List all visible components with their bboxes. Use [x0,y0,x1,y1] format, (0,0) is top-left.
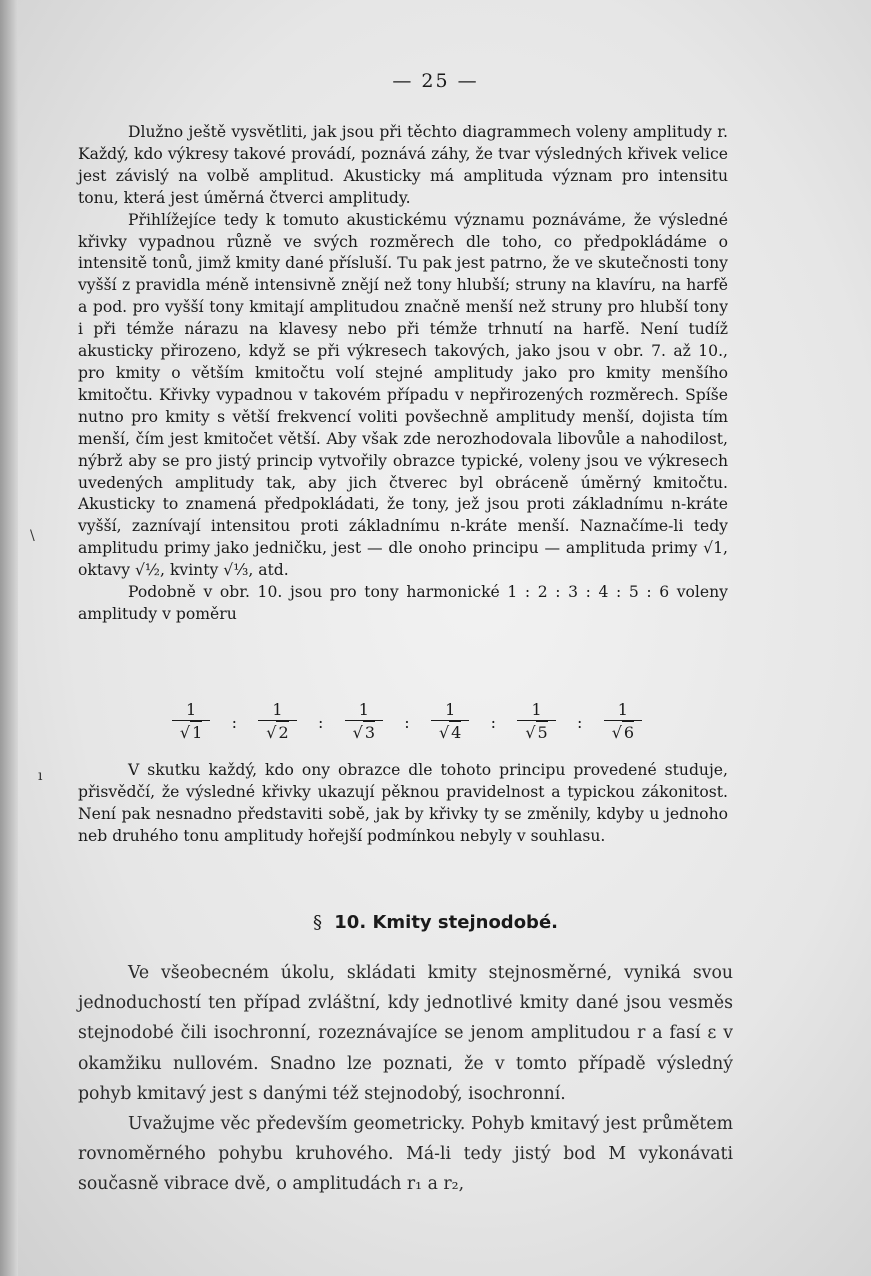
paragraph: Přihlížejíce tedy k tomuto akustickému významu poznáváme, že výsledné křivky vypadnou různě ve svých rozměrech dle toho, co předpokládáme o intensitě tonů, jimž kmity dané přísluší. Tu pak jest patrno, že ve skutečnosti tony vyšší z pravidla méně intensivně znějí než tony hlubší; struny na klavíru, na harfě a pod. pro vyšší tony kmitají amplitudou značně menší než struny pro hlubší tony i při témže nárazu na klavesy nebo při témže trhnutí na harfě. Není tudíž akusticky přirozeno, když se při výkresech takových, jako jsou v obr. 7. až 10., pro kmity o větším kmitočtu volí stejné amplitudy jako pro kmity menšího kmitočtu. Křivky vypadnou v takovém případu v nepřirozených rozměrech. Spíše nutno pro kmity s větší frekvencí voliti povšechně amplitudy menší, dojista tím menší, čím jest kmitočet větší. Aby však zde nerozhodovala libovůle a nahodilost, nýbrž aby se pro jistý princip vytvořily obrazce typické, voleny jsou ve výkresech uvedených amplitudy tak, aby jich čtverec byl obráceně úměrný kmitočtu. Akusticky to znamená předpokládati, že tony, jež jsou proti základnímu n-kráte vyšší, zaznívají intensitou proti základnímu n-kráte menší. Naznačíme-li tedy amplitudu primy jako jedničku, jest — dle onoho principu — amplituda primy √1, oktavy √½, kvinty √⅓, atd. [78,210,728,580]
section-heading [0,912,871,933]
page-number: — 25 — [392,70,479,92]
section-number: 10. [334,912,367,933]
text-block-middle [78,760,728,848]
fraction: $\frac{1}{√ 3}$ [345,700,383,744]
text-block-section [78,958,733,1200]
section-title: Kmity stejnodobé. [372,912,558,933]
paragraph: Dlužno ještě vysvětliti, jak jsou při těchto diagrammech voleny amplitudy r. Každý, kdo výkresy takové provádí, poznává záhy, že tvar výsledných křivek velice jest závislý na volbě amplitud. Akusticky má amplituda význam pro intensitu tonu, která jest úměrná čtverci amplitudy. [78,123,728,207]
ratio-separator: : [231,712,237,732]
fraction: $\frac{1}{√ 4}$ [431,700,469,744]
ratio-separator: : [577,712,583,732]
text-block-top [78,122,728,626]
margin-mark: ı [38,768,43,784]
fraction: $\frac{1}{√ 1}$ [172,700,210,744]
section-symbol: § [313,912,322,933]
fraction: $\frac{1}{√ 6}$ [604,700,642,744]
margin-mark: \ [30,528,35,544]
page-binding-shadow [0,0,18,1276]
paragraph: Podobně v obr. 10. jsou pro tony harmonické 1 : 2 : 3 : 4 : 5 : 6 voleny amplitudy v poměru [78,583,728,623]
fraction: $\frac{1}{√ 2}$ [258,700,296,744]
amplitude-ratio [172,700,642,744]
paragraph: Ve všeobecném úkolu, skládati kmity stejnosměrné, vyniká svou jednoduchostí ten případ zvláštní, kdy jednotlivé kmity dané jsou vesměs stejnodobé čili isochronní, rozeznávajíce se jenom amplitudou r a fasí ε v okamžiku nullovém. Snadno lze poznati, že v tomto případě výsledný pohyb kmitavý jest s danými též stejnodobý, isochronní. [78,963,733,1104]
fraction: $\frac{1}{√ 5}$ [517,700,555,744]
paragraph: V skutku každý, kdo ony obrazce dle tohoto principu provedené studuje, přisvědčí, že výsledné křivky ukazují pěknou pravidelnost a typickou zákonitost. Není pak nesnadno představiti sobě, jak by křivky ty se změnily, kdyby u jednoho neb druhého tonu amplitudy hořejší podmínkou nebyly v souhlasu. [78,761,728,845]
ratio-separator: : [404,712,410,732]
ratio-separator: : [490,712,497,732]
ratio-separator: : [317,712,324,732]
paragraph: Uvažujme věc především geometricky. Pohyb kmitavý jest průmětem rovnoměrného pohybu kruhového. Má-li tedy jistý bod M vykonávati současně vibrace dvě, o amplitudách r₁ a r₂, [78,1114,733,1195]
